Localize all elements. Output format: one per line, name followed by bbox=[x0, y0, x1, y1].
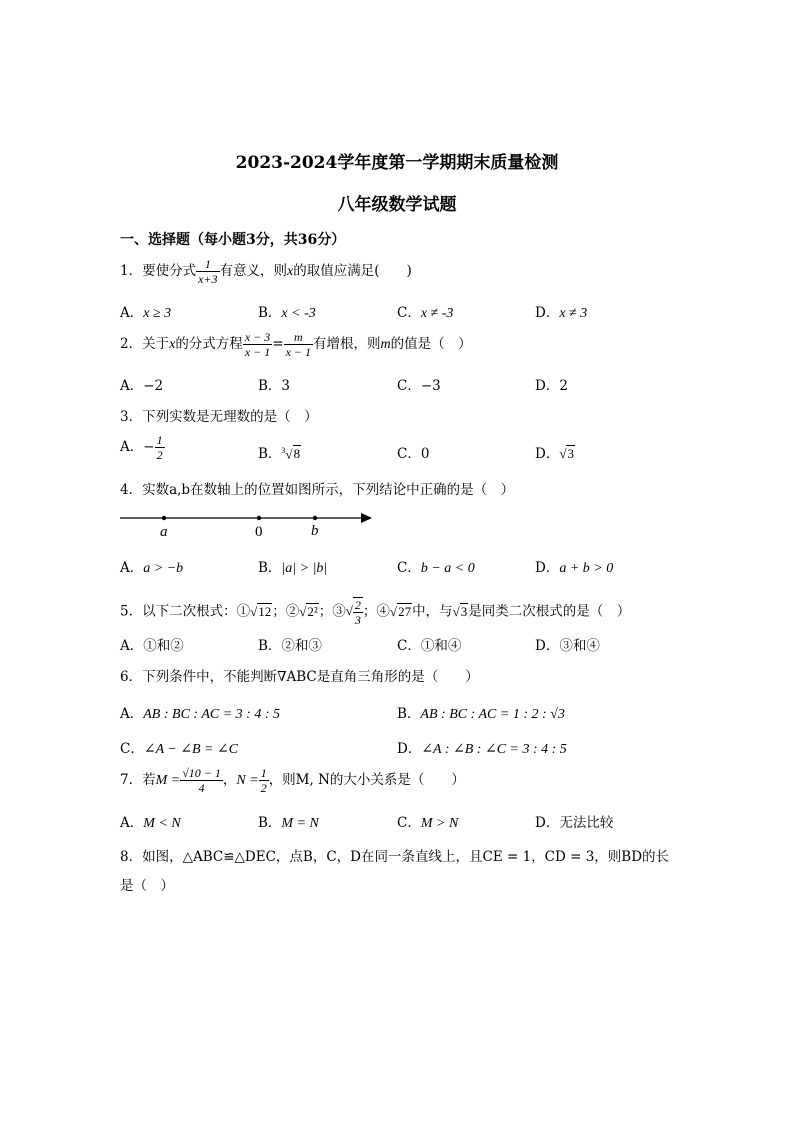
number-line-arrow bbox=[361, 513, 372, 523]
question-1-stem: 1．要使分式 $\frac{1}{x+3}$ 有意义，则x的取值应满足( ) bbox=[120, 257, 412, 286]
label-b: b bbox=[311, 523, 319, 539]
q7-option-c[interactable]: C．M > N bbox=[397, 815, 459, 831]
q1-option-b[interactable]: B．x < -3 bbox=[258, 305, 316, 321]
square-root: √12 bbox=[250, 603, 272, 619]
question-8-stem-line1: 8．如图，△ABC≌△DEC，点B，C，D在同一条直线上，且CE = 1，CD = 3，则BD的长 bbox=[120, 849, 670, 865]
q6-option-d[interactable]: D．∠A : ∠B : ∠C = 3 : 4 : 5 bbox=[397, 741, 567, 757]
exam-title: 2023-2024学年度第一学期期末质量检测 bbox=[235, 153, 559, 173]
square-root: √27 bbox=[389, 603, 412, 619]
q4-option-d[interactable]: D．a + b > 0 bbox=[535, 560, 614, 576]
q3-option-d[interactable]: D．√3 bbox=[535, 446, 574, 462]
q7-option-b[interactable]: B．M = N bbox=[258, 815, 319, 831]
q2-option-c[interactable]: C．−3 bbox=[397, 378, 441, 394]
point-zero bbox=[257, 516, 261, 520]
q3-option-a[interactable]: A．− $\frac{1}{2}$ bbox=[120, 433, 163, 462]
q1-option-d[interactable]: D．x ≠ 3 bbox=[535, 305, 588, 321]
q6-option-c[interactable]: C．∠A − ∠B = ∠C bbox=[120, 741, 239, 757]
q6-option-b[interactable]: B．AB : BC : AC = 1 : 2 : √3 bbox=[397, 706, 565, 722]
point-b bbox=[313, 516, 317, 520]
square-root: √2² bbox=[299, 603, 318, 619]
exam-subtitle: 八年级数学试题 bbox=[337, 195, 457, 215]
question-6-stem: 6．下列条件中，不能判断∇ABC是直角三角形的是（ ） bbox=[120, 669, 479, 685]
q7-option-a[interactable]: A．M < N bbox=[120, 815, 181, 831]
question-3-stem: 3．下列实数是无理数的是（ ） bbox=[120, 409, 318, 425]
q3-option-b[interactable]: B．$^3$√8 bbox=[258, 445, 301, 462]
section-heading: 一、选择题（每小题3分，共36分） bbox=[120, 232, 346, 248]
q4-option-b[interactable]: B．|a| > |b| bbox=[258, 560, 328, 576]
question-7-stem: 7．若M = $\frac{√10 - 1}{4}$ ，N = $\frac{1}{2}$ ，则M, N的大小关系是（ ） bbox=[120, 766, 465, 795]
q1-option-c[interactable]: C．x ≠ -3 bbox=[397, 305, 454, 321]
q4-option-c[interactable]: C．b − a < 0 bbox=[397, 560, 475, 576]
point-a bbox=[162, 516, 166, 520]
question-4-stem: 4．实数a,b在数轴上的位置如图所示，下列结论中正确的是（ ） bbox=[120, 482, 515, 498]
q5-option-a[interactable]: A．①和② bbox=[120, 638, 184, 654]
square-root: √3 bbox=[452, 603, 468, 619]
question-5-stem: 5．以下二次根式：①√12；②√2²；③√ $\frac{2}{3}$ ；④√27中，与√3是同类二次根式的是（ ） bbox=[120, 598, 631, 627]
q1-option-a[interactable]: A．x ≥ 3 bbox=[120, 305, 172, 321]
fraction: $\frac{x - 3}{x - 1}$ bbox=[244, 330, 271, 359]
label-zero: 0 bbox=[255, 524, 263, 540]
q2-option-b[interactable]: B．3 bbox=[258, 378, 291, 394]
fraction: $\frac{1}{x+3}$ bbox=[198, 257, 218, 286]
cube-root: $^3$√8 bbox=[281, 445, 301, 461]
q3-option-c[interactable]: C．0 bbox=[397, 446, 430, 462]
fraction: $\frac{1}{2}$ bbox=[156, 433, 163, 462]
question-2-stem: 2．关于x的分式方程 $\frac{x - 3}{x - 1}$ = $\frac{m}{x - 1}$ 有增根，则m的值是（ ） bbox=[120, 330, 472, 359]
q4-option-a[interactable]: A．a > −b bbox=[120, 560, 184, 576]
q6-option-a[interactable]: A．AB : BC : AC = 3 : 4 : 5 bbox=[120, 706, 280, 722]
q5-option-b[interactable]: B．②和③ bbox=[258, 638, 322, 654]
question-8-stem-line2: 是（ ） bbox=[120, 878, 174, 894]
q5-option-c[interactable]: C．①和④ bbox=[397, 638, 462, 654]
fraction: $\frac{1}{2}$ bbox=[260, 766, 267, 795]
q2-option-a[interactable]: A．−2 bbox=[120, 378, 164, 394]
q7-option-d[interactable]: D．无法比较 bbox=[535, 815, 614, 831]
label-a: a bbox=[160, 524, 168, 540]
fraction: $\frac{m}{x - 1}$ bbox=[285, 330, 311, 359]
q2-option-d[interactable]: D．2 bbox=[535, 378, 568, 394]
square-root: √3 bbox=[559, 446, 574, 461]
fraction: $\frac{√10 - 1}{4}$ bbox=[182, 766, 221, 795]
number-line-figure bbox=[118, 508, 378, 542]
square-root: √ $\frac{2}{3}$ bbox=[345, 598, 361, 627]
q5-option-d[interactable]: D．③和④ bbox=[535, 638, 600, 654]
